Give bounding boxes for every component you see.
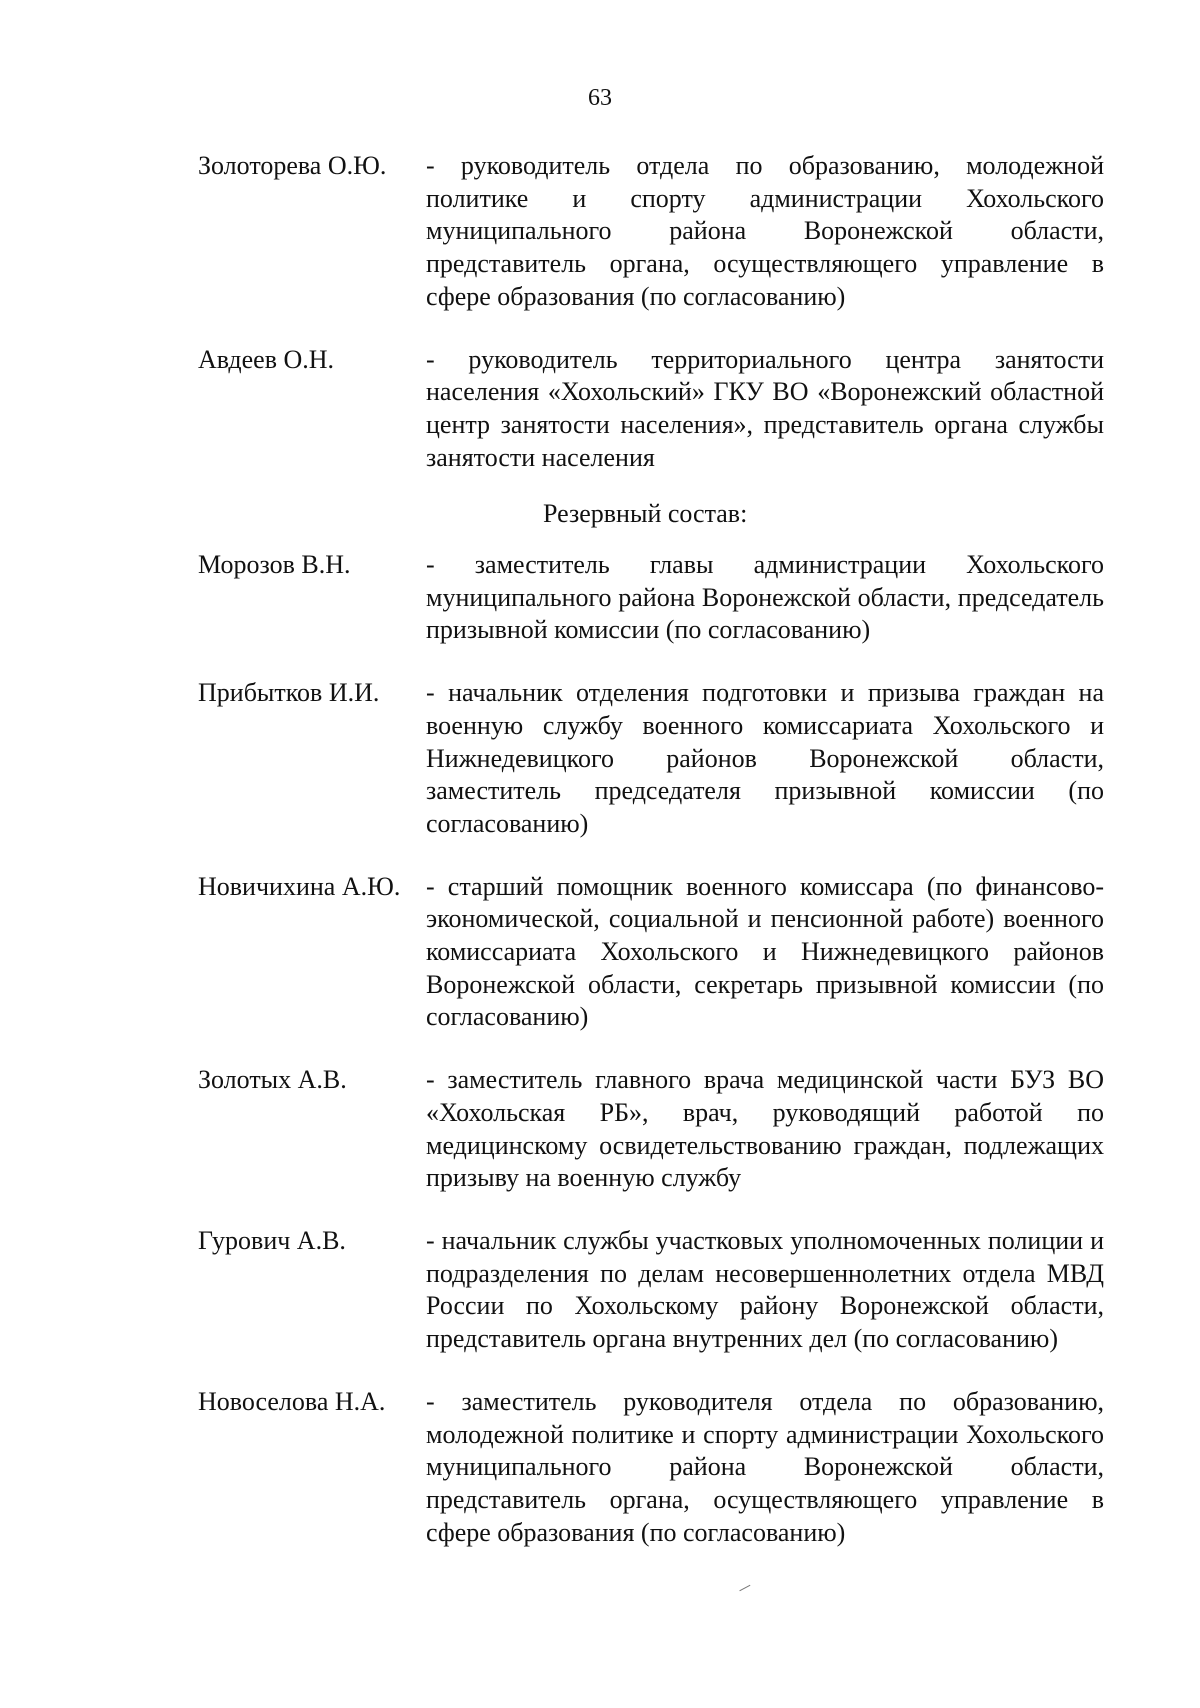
member-description: - руководитель отдела по образованию, молодежной политике и спорту администрации Хохольского муниципального района Воронежской области, представитель органа, осуществляющего управление в сфере образования (по согласованию) (426, 151, 1104, 311)
member-entry (198, 150, 1104, 314)
member-name: Золоторева О.Ю. (198, 151, 387, 180)
member-description: - начальник отделения подготовки и призыва граждан на военную службу военного комиссариата Хохольского и Нижнедевицкого районов Воронежской области, заместитель председателя призывной комиссии (по согласованию) (426, 678, 1104, 838)
member-name: Морозов В.Н. (198, 550, 351, 580)
member-name: Гурович А.В. (198, 1225, 346, 1255)
commission-list (198, 150, 1104, 1579)
reserve-member-entry (198, 549, 1104, 647)
member-description: - заместитель руководителя отдела по образованию, молодежной политике и спорту администрации Хохольского муниципального района Воронежской области, представитель органа, осуществляющего управление в сфере образования (по согласованию) (426, 1386, 1104, 1547)
reserve-member-entry (198, 677, 1104, 841)
member-entry (198, 344, 1104, 475)
member-name: Прибытков И.И. (198, 678, 380, 708)
reserve-member-entry (198, 871, 1104, 1035)
page-number: 63 (588, 85, 612, 111)
member-name: Золотых А.В. (198, 1065, 347, 1095)
member-description: - руководитель территориального центра занятости населения «Хохольский» ГКУ ВО «Воронежский областной центр занятости населения», представитель органа службы занятости населения (426, 344, 1104, 472)
member-name: Новичихина А.Ю. (198, 871, 401, 901)
member-description: - начальник службы участковых уполномоченных полиции и подразделения по делам несовершеннолетних отдела МВД России по Хохольскому району Воронежской области, представитель органа внутренних дел (по согласованию) (426, 1225, 1104, 1354)
reserve-member-entry (198, 1225, 1104, 1356)
member-name: Новоселова Н.А. (198, 1386, 386, 1416)
reserve-heading: Резервный состав: (543, 499, 748, 529)
reserve-member-entry (198, 1386, 1104, 1550)
member-name: Авдеев О.Н. (198, 344, 335, 374)
member-description: - старший помощник военного комиссара (по финансово-экономической, социальной и пенсионной работе) военного комиссариата Хохольского и Нижнедевицкого районов Воронежской области, секретарь призывной комиссии (по согласованию) (426, 871, 1104, 1032)
member-description: - заместитель главы администрации Хохольского муниципального района Воронежской области, председатель призывной комиссии (по согласованию) (426, 550, 1104, 645)
ink-mark (736, 1578, 751, 1592)
reserve-member-entry (198, 1064, 1104, 1195)
member-description: - заместитель главного врача медицинской части БУЗ ВО «Хохольская РБ», врач, руководящий работой по медицинскому освидетельствованию граждан, подлежащих призыву на военную службу (426, 1065, 1104, 1193)
